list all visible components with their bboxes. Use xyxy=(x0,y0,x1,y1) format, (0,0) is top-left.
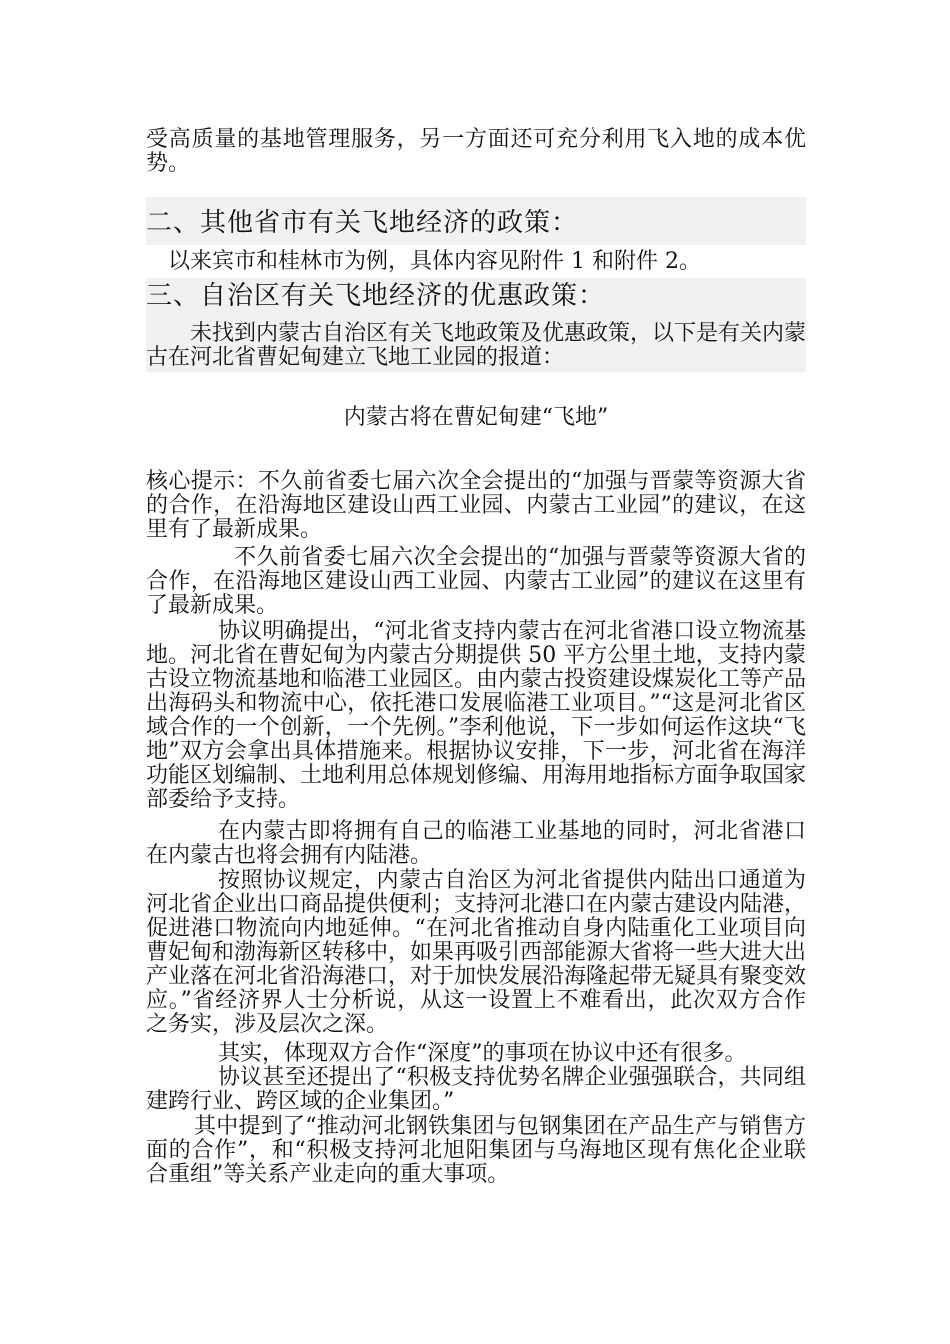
article-paragraph-6: 协议甚至还提出了“积极支持优势名牌企业强强联合，共同组建跨行业、跨区域的企业集团。” xyxy=(146,1065,806,1114)
article-title: 内蒙古将在曹妃甸建“飞地” xyxy=(343,405,609,430)
section-2-heading-block xyxy=(146,197,806,245)
article-summary: 核心提示：不久前省委七届六次全会提出的“加强与晋蒙等资源大省的合作，在沿海地区建设山西工业园、内蒙古工业园”的建议，在这里有了最新成果。 xyxy=(146,469,806,542)
section-3-heading: 三、自治区有关飞地经济的优惠政策： xyxy=(146,281,606,311)
article-paragraph-2: 协议明确提出，“河北省支持内蒙古在河北省港口设立物流基地。河北省在曹妃甸为内蒙古分期提供 50 平方公里土地，支持内蒙古设立物流基地和临港工业园区。由内蒙古投资建设煤炭化工等产品出海码头和物流中心，依托港口发展临港工业项目。”“这是河北省区域合作的一个创新，一个先例。”李利他说，下一步如何运作这块“飞地”双方会拿出具体措施来。根据协议安排，下一步，河北省在海洋功能区划编制、土地利用总体规划修编、用海用地指标方面争取国家部委给予支持。 xyxy=(146,619,807,812)
article-paragraph-7: 其中提到了“推动河北钢铁集团与包钢集团在产品生产与销售方面的合作”，和“积极支持河北旭阳集团与乌海地区现有焦化企业联合重组”等关系产业走向的重大事项。 xyxy=(146,1114,806,1187)
section-2-heading: 二、其他省市有关飞地经济的政策： xyxy=(146,208,579,238)
article-paragraph-1: 不久前省委七届六次全会提出的“加强与晋蒙等资源大省的合作，在沿海地区建设山西工业园、内蒙古工业园”的建议在这里有了最新成果。 xyxy=(146,545,806,618)
article-paragraph-3: 在内蒙古即将拥有自己的临港工业基地的同时，河北省港口在内蒙古也将会拥有内陆港。 xyxy=(146,819,806,868)
section-3-text: 未找到内蒙古自治区有关飞地政策及优惠政策，以下是有关内蒙古在河北省曹妃甸建立飞地工业园的报道： xyxy=(146,321,807,370)
article-paragraph-5: 其实，体现双方合作“深度”的事项在协议中还有很多。 xyxy=(218,1041,747,1066)
article-paragraph-4: 按照协议规定，内蒙古自治区为河北省提供内陆出口通道为河北省企业出口商品提供便利；支持河北港口在内蒙古建设内陆港，促进港口物流向内地延伸。“在河北省推动自身内陆重化工业项目向曹妃甸和渤海新区转移中，如果再吸引西部能源大省将一些大进大出产业落在河北省沿海港口，对于加快发展沿海隆起带无疑具有聚变效应。”省经济界人士分析说，从这一设置上不难看出，此次双方合作之务实，涉及层次之深。 xyxy=(146,868,807,1037)
section-2-text: 以来宾市和桂林市为例，具体内容见附件 1 和附件 2。 xyxy=(168,249,701,274)
section-3-block xyxy=(146,278,806,372)
intro-paragraph: 受高质量的基地管理服务，另一方面还可充分利用飞入地的成本优势。 xyxy=(146,127,806,176)
